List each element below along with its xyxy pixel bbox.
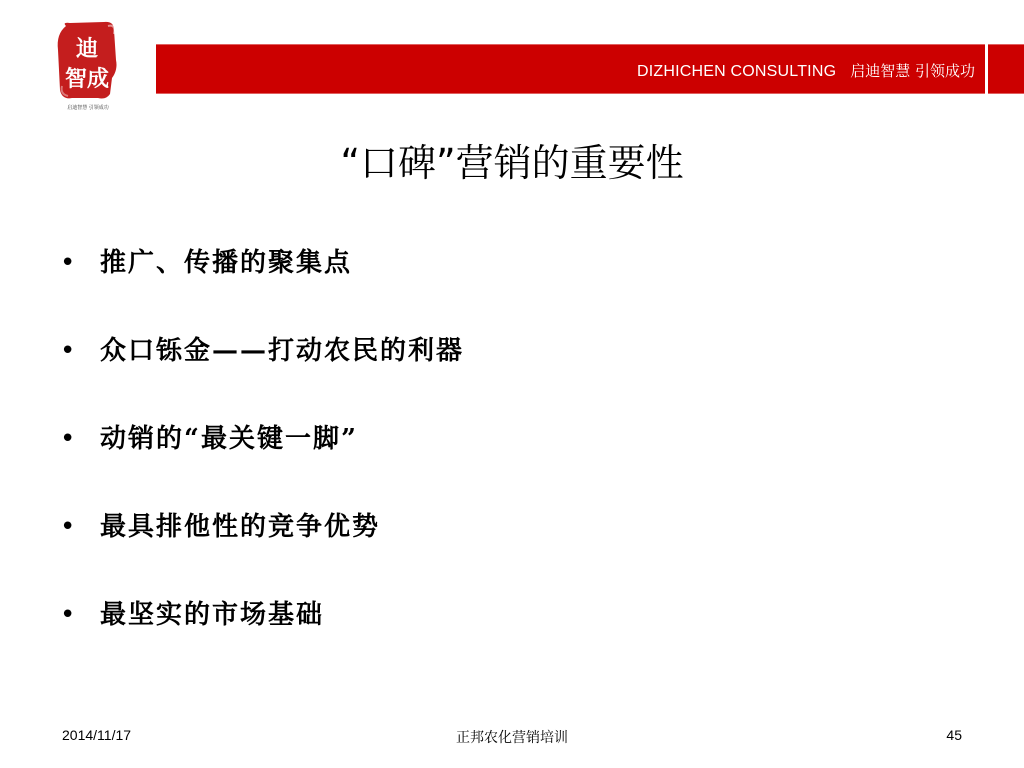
bullet-list [60,240,960,680]
seal-text-top: 迪 [75,37,99,62]
page-number: 45 [946,727,962,743]
logo-tagline: 启迪智慧 引领成功 [67,105,109,111]
bullet-marker: • [60,336,76,366]
bullet-item [60,592,960,680]
bullet-marker: • [60,600,76,630]
company-name: DIZHICHEN CONSULTING [636,63,837,80]
bullet-marker: • [60,424,76,454]
header-text [637,60,975,81]
bullet-item [60,328,960,416]
seal-logo-icon [54,20,120,100]
bullet-text: 众口铄金——打动农民的利器 [100,336,465,366]
footer-title: 正邦农化营销培训 [456,730,568,746]
header-accent-block [988,44,1024,94]
slide-title: “口碑”营销的重要性 [340,141,684,185]
bullet-item [60,240,960,328]
footer-date: 2014/11/17 [62,727,132,743]
bullet-text: 动销的“最关键一脚” [100,424,358,454]
header-slogan: 启迪智慧 引领成功 [850,62,975,80]
bullet-item [60,416,960,504]
bullet-text: 最具排他性的竞争优势 [100,512,381,542]
bullet-item [60,504,960,592]
bullet-text: 推广、传播的聚集点 [100,248,353,278]
company-logo [48,20,128,112]
header-banner [156,44,985,94]
bullet-text: 最坚实的市场基础 [100,600,325,630]
bullet-marker: • [60,248,76,278]
bullet-marker: • [60,512,76,542]
seal-text-bottom: 智成 [64,67,110,92]
